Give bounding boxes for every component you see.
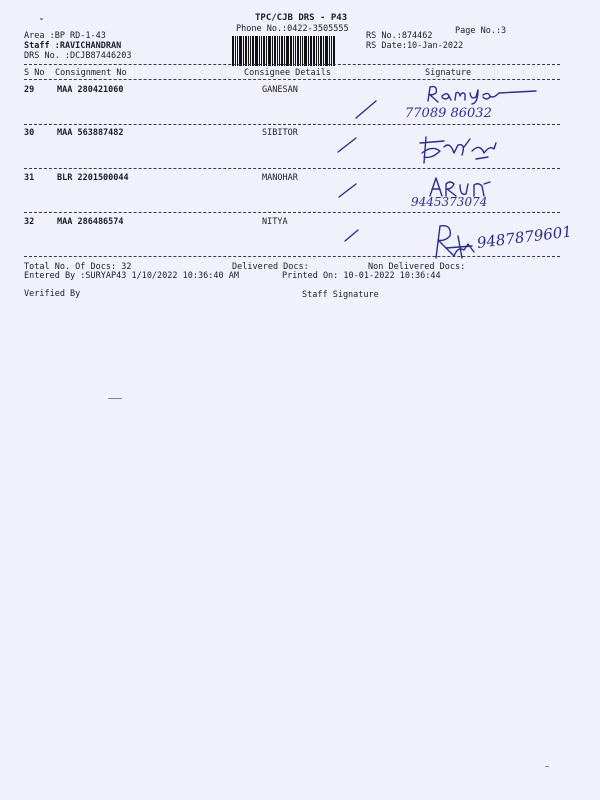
handwritten-signature bbox=[424, 85, 544, 105]
row-consignment-no: MAA 286486574 bbox=[57, 217, 124, 227]
column-header-consignee: Consignee Details bbox=[244, 68, 331, 78]
printed-on: Printed On: 10-01-2022 10:36:44 bbox=[282, 271, 441, 281]
column-header-signature: Signature bbox=[425, 68, 472, 78]
tick-mark bbox=[356, 101, 376, 118]
handwritten-number: 77089 86032 bbox=[405, 106, 492, 121]
row-consignment-no: MAA 280421060 bbox=[57, 85, 124, 95]
page-number: Page No.:3 bbox=[455, 26, 507, 36]
drs-number: DRS No. :DCJB87446203 bbox=[24, 51, 132, 61]
row-sno: 30 bbox=[24, 128, 35, 138]
column-header-consignment: Consignment No bbox=[55, 68, 127, 78]
row-consignment-no: MAA 563887482 bbox=[57, 128, 124, 138]
verified-by: Verified By bbox=[24, 289, 81, 299]
phone-number: Phone No.:0422-3505555 bbox=[236, 24, 349, 34]
row-sno: 32 bbox=[24, 217, 35, 227]
delivered-docs: Delivered Docs: bbox=[232, 262, 309, 272]
row-consignee: SIBITOR bbox=[262, 128, 298, 138]
tick-mark bbox=[338, 138, 356, 152]
staff-label: Staff :RAVICHANDRAN bbox=[24, 41, 122, 51]
column-header-sno: S No bbox=[24, 68, 45, 78]
scan-speck bbox=[108, 398, 122, 399]
handwritten-number: 9487879601 bbox=[475, 222, 573, 252]
rs-number: RS No.:874462 bbox=[366, 31, 433, 41]
handwritten-number: 9445373074 bbox=[411, 195, 488, 209]
non-delivered-docs: Non Delivered Docs: bbox=[368, 262, 466, 272]
total-docs: Total No. Of Docs: 32 bbox=[24, 262, 132, 272]
scan-speck bbox=[545, 766, 549, 767]
row-consignee: MANOHAR bbox=[262, 173, 298, 183]
row-sno: 29 bbox=[24, 85, 35, 95]
scan-speck bbox=[40, 18, 43, 20]
staff-signature: Staff Signature bbox=[302, 290, 379, 300]
row-sno: 31 bbox=[24, 173, 35, 183]
tick-mark bbox=[345, 230, 358, 241]
row-consignment-no: BLR 2201500044 bbox=[57, 173, 129, 183]
rs-date: RS Date:10-Jan-2022 bbox=[366, 41, 464, 51]
document-title: TPC/CJB DRS - P43 bbox=[255, 13, 348, 23]
handwritten-signature bbox=[414, 133, 504, 167]
row-consignee: GANESAN bbox=[262, 85, 298, 95]
entered-by: Entered By :SURYAP43 1/10/2022 10:36:40 AM bbox=[24, 271, 239, 281]
tick-mark bbox=[339, 184, 356, 197]
row-consignee: NITYA bbox=[262, 217, 288, 227]
area-label: Area :BP RD-1-43 bbox=[24, 31, 106, 41]
